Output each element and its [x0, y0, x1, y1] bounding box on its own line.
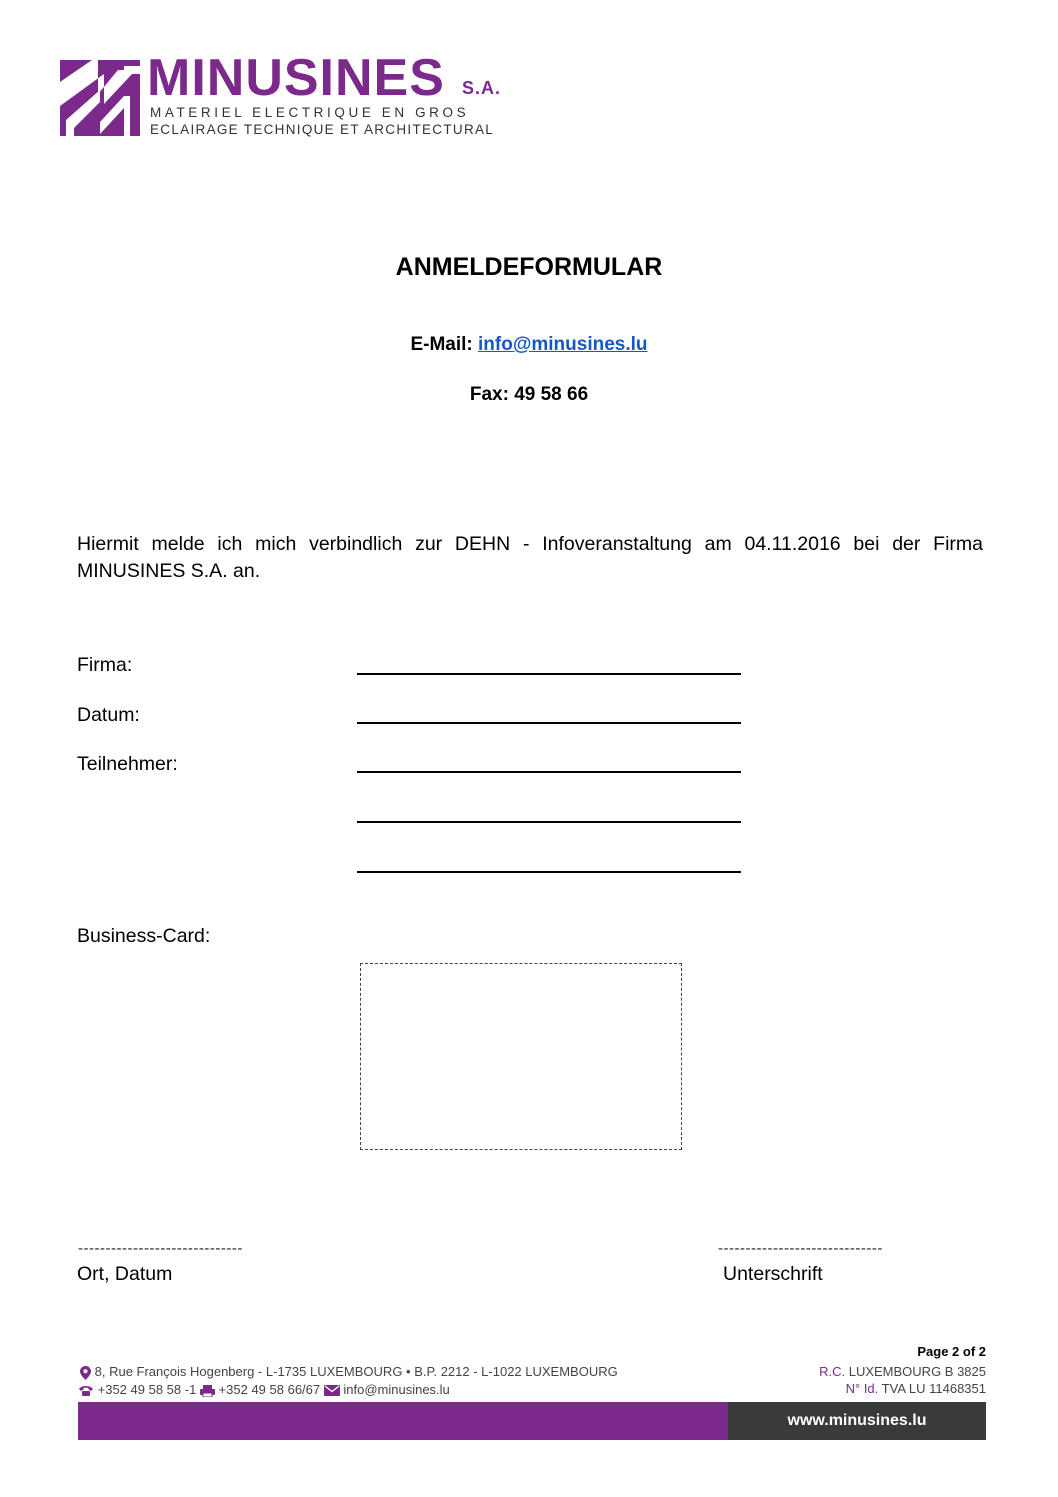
- brand-suffix: S.A.: [462, 78, 502, 98]
- email-label: E-Mail:: [410, 334, 473, 355]
- ort-datum-label: Ort, Datum: [77, 1263, 173, 1285]
- teilnehmer-field-1[interactable]: [357, 771, 741, 773]
- brand-name: MINUSINES: [147, 49, 445, 107]
- footer-rc-value: LUXEMBOURG B 3825: [848, 1364, 986, 1379]
- brand-tagline-1: MATERIEL ELECTRIQUE EN GROS: [150, 105, 470, 120]
- footer-address-line: [80, 1364, 618, 1380]
- ort-datum-dashes: ------------------------------: [78, 1240, 243, 1257]
- brand-tagline-2: ECLAIRAGE TECHNIQUE ET ARCHITECTURAL: [150, 122, 495, 137]
- footer-rc-label: R.C.: [819, 1364, 846, 1379]
- teilnehmer-field-2[interactable]: [357, 821, 741, 823]
- business-card-label: Business-Card:: [77, 925, 211, 947]
- mail-icon: [324, 1385, 340, 1396]
- footer-phone: +352 49 58 58 -1: [97, 1382, 197, 1397]
- footer-bar-accent: [78, 1402, 728, 1440]
- company-logo-icon: [60, 60, 140, 136]
- unterschrift-dashes: ------------------------------: [718, 1240, 883, 1257]
- unterschrift-label: Unterschrift: [723, 1263, 823, 1285]
- footer-tva-value: TVA LU 11468351: [881, 1381, 986, 1396]
- fax-line: Fax: 49 58 66: [469, 384, 589, 405]
- footer-fax: +352 49 58 66/67: [218, 1382, 321, 1397]
- intro-paragraph: Hiermit melde ich mich verbindlich zur DEHN - Infoveranstaltung am 04.11.2016 bei der Firma MINUSINES S.A. an.: [77, 533, 983, 582]
- page-title: ANMELDEFORMULAR: [395, 253, 663, 281]
- footer-tva: [760, 1381, 986, 1396]
- footer-rc: [760, 1364, 986, 1379]
- footer-email[interactable]: info@minusines.lu: [343, 1382, 450, 1397]
- datum-label: Datum:: [77, 704, 140, 726]
- footer-tva-label: N° Id.: [845, 1381, 879, 1396]
- footer-contact-line: [78, 1382, 450, 1397]
- fax-icon: [200, 1385, 215, 1397]
- page-number: Page 2 of 2: [917, 1344, 986, 1359]
- website-link[interactable]: www.minusines.lu: [787, 1412, 927, 1429]
- email-link[interactable]: info@minusines.lu: [478, 334, 648, 355]
- business-card-box[interactable]: [360, 963, 682, 1150]
- teilnehmer-label: Teilnehmer:: [77, 753, 178, 775]
- location-pin-icon: [80, 1366, 91, 1380]
- teilnehmer-field-3[interactable]: [357, 871, 741, 873]
- email-line: [0, 334, 1058, 356]
- firma-field[interactable]: [357, 673, 741, 675]
- footer-address: 8, Rue François Hogenberg - L-1735 LUXEMBOURG • B.P. 2212 - L-1022 LUXEMBOURG: [94, 1364, 618, 1379]
- phone-icon: [78, 1385, 94, 1397]
- firma-label: Firma:: [77, 654, 133, 676]
- datum-field[interactable]: [357, 722, 741, 724]
